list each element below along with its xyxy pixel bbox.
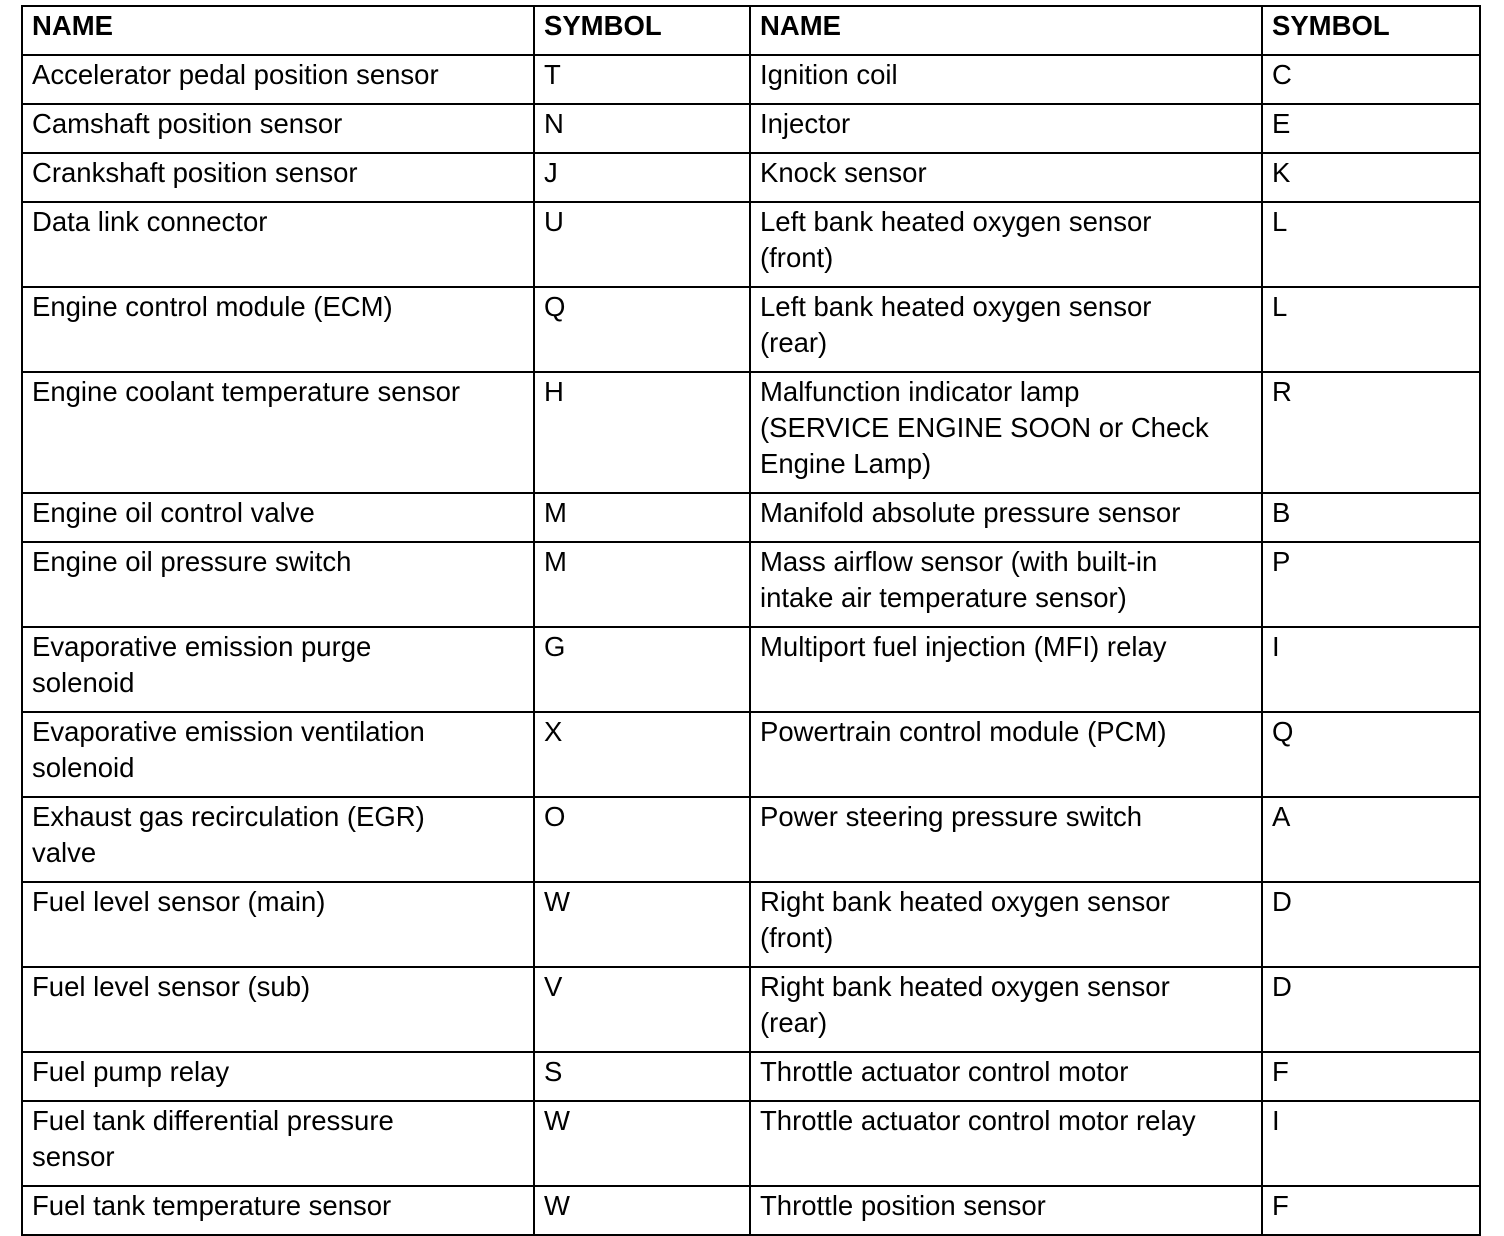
name-cell-right: Throttle actuator control motor (750, 1052, 1262, 1101)
symbol-cell-right: L (1262, 202, 1480, 287)
symbol-cell-left: M (534, 493, 750, 542)
table-row (22, 627, 1480, 712)
name-cell-right: Left bank heated oxygen sensor (rear) (750, 287, 1262, 372)
name-cell-left: Fuel level sensor (main) (22, 882, 534, 967)
symbol-cell-left: N (534, 104, 750, 153)
name-cell-left: Engine oil pressure switch (22, 542, 534, 627)
table-row (22, 542, 1480, 627)
symbol-cell-left: U (534, 202, 750, 287)
name-cell-right: Manifold absolute pressure sensor (750, 493, 1262, 542)
symbol-cell-left: V (534, 967, 750, 1052)
table-row (22, 202, 1480, 287)
symbol-cell-right: F (1262, 1052, 1480, 1101)
table-row (22, 882, 1480, 967)
component-symbol-table (21, 5, 1481, 1236)
symbol-cell-right: R (1262, 372, 1480, 493)
name-cell-left: Camshaft position sensor (22, 104, 534, 153)
header-symbol-left: SYMBOL (534, 6, 750, 55)
name-cell-right: Injector (750, 104, 1262, 153)
symbol-cell-right: I (1262, 1101, 1480, 1186)
name-cell-left: Fuel pump relay (22, 1052, 534, 1101)
table-row (22, 104, 1480, 153)
header-name-left: NAME (22, 6, 534, 55)
name-cell-left: Fuel level sensor (sub) (22, 967, 534, 1052)
symbol-cell-right: D (1262, 967, 1480, 1052)
table-row (22, 55, 1480, 104)
symbol-cell-right: C (1262, 55, 1480, 104)
name-cell-left: Evaporative emission purge solenoid (22, 627, 534, 712)
name-cell-right: Right bank heated oxygen sensor (rear) (750, 967, 1262, 1052)
header-name-right: NAME (750, 6, 1262, 55)
symbol-cell-left: O (534, 797, 750, 882)
symbol-cell-left: W (534, 1186, 750, 1235)
name-cell-right: Mass airflow sensor (with built-in intake air temperature sensor) (750, 542, 1262, 627)
name-cell-right: Power steering pressure switch (750, 797, 1262, 882)
table-row (22, 493, 1480, 542)
table-row (22, 712, 1480, 797)
symbol-cell-left: M (534, 542, 750, 627)
name-cell-right: Knock sensor (750, 153, 1262, 202)
name-cell-left: Exhaust gas recirculation (EGR) valve (22, 797, 534, 882)
symbol-cell-right: D (1262, 882, 1480, 967)
table-row (22, 372, 1480, 493)
name-cell-right: Throttle actuator control motor relay (750, 1101, 1262, 1186)
name-cell-right: Left bank heated oxygen sensor (front) (750, 202, 1262, 287)
table-row (22, 967, 1480, 1052)
table-row (22, 1101, 1480, 1186)
name-cell-left: Crankshaft position sensor (22, 153, 534, 202)
name-cell-right: Throttle position sensor (750, 1186, 1262, 1235)
symbol-cell-right: F (1262, 1186, 1480, 1235)
name-cell-right: Multiport fuel injection (MFI) relay (750, 627, 1262, 712)
symbol-cell-right: K (1262, 153, 1480, 202)
table-row (22, 287, 1480, 372)
header-row (22, 6, 1480, 55)
name-cell-left: Evaporative emission ventilation solenoid (22, 712, 534, 797)
table-row (22, 1052, 1480, 1101)
name-cell-right: Right bank heated oxygen sensor (front) (750, 882, 1262, 967)
name-cell-left: Fuel tank differential pressure sensor (22, 1101, 534, 1186)
symbol-cell-right: A (1262, 797, 1480, 882)
name-cell-left: Data link connector (22, 202, 534, 287)
symbol-cell-left: X (534, 712, 750, 797)
table-row (22, 1186, 1480, 1235)
symbol-cell-left: H (534, 372, 750, 493)
symbol-cell-left: S (534, 1052, 750, 1101)
name-cell-left: Accelerator pedal position sensor (22, 55, 534, 104)
symbol-cell-right: B (1262, 493, 1480, 542)
table-row (22, 797, 1480, 882)
symbol-cell-left: W (534, 1101, 750, 1186)
name-cell-right: Malfunction indicator lamp (SERVICE ENGINE SOON or Check Engine Lamp) (750, 372, 1262, 493)
symbol-cell-right: P (1262, 542, 1480, 627)
table-row (22, 153, 1480, 202)
name-cell-left: Engine coolant temperature sensor (22, 372, 534, 493)
symbol-cell-right: L (1262, 287, 1480, 372)
name-cell-left: Fuel tank temperature sensor (22, 1186, 534, 1235)
header-symbol-right: SYMBOL (1262, 6, 1480, 55)
symbol-cell-left: T (534, 55, 750, 104)
symbol-cell-left: Q (534, 287, 750, 372)
symbol-cell-left: J (534, 153, 750, 202)
symbol-cell-left: G (534, 627, 750, 712)
symbol-cell-right: I (1262, 627, 1480, 712)
symbol-cell-right: Q (1262, 712, 1480, 797)
name-cell-left: Engine oil control valve (22, 493, 534, 542)
name-cell-right: Powertrain control module (PCM) (750, 712, 1262, 797)
name-cell-right: Ignition coil (750, 55, 1262, 104)
symbol-cell-right: E (1262, 104, 1480, 153)
symbol-cell-left: W (534, 882, 750, 967)
name-cell-left: Engine control module (ECM) (22, 287, 534, 372)
